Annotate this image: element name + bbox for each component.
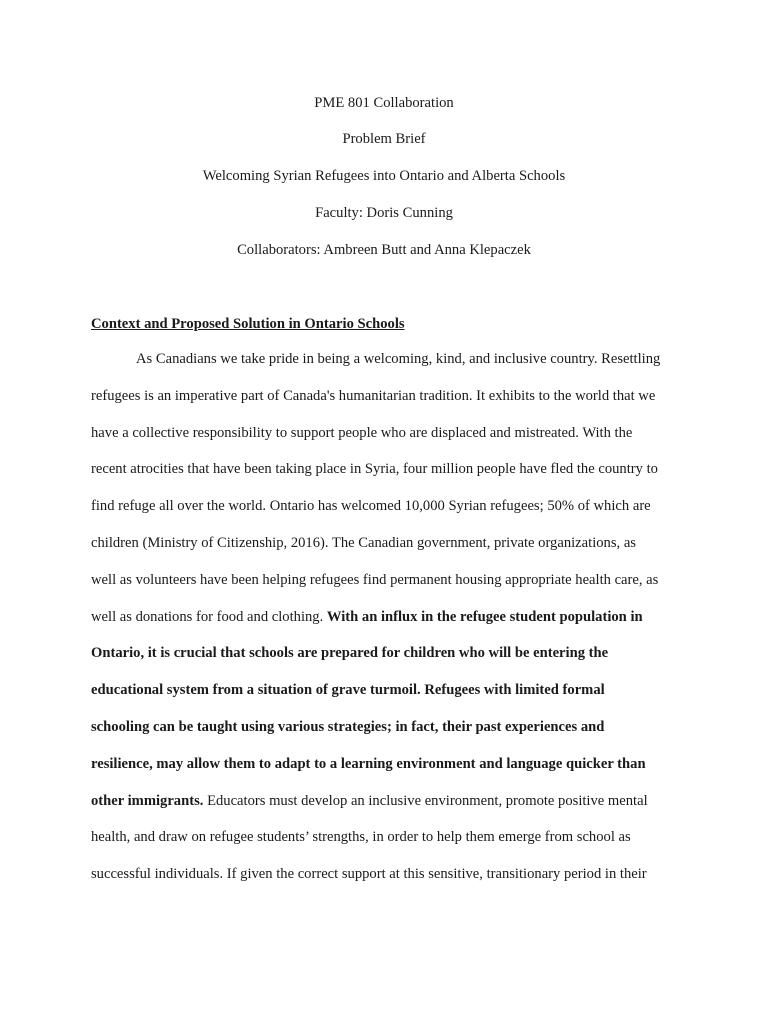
paragraph-line: [91, 603, 691, 640]
text-run: successful individuals. If given the correct support at this sensitive, transitionary period in their: [91, 866, 647, 883]
text-run: children (Ministry of Citizenship, 2016). The Canadian government, private organizations, as: [91, 534, 636, 551]
document-title: Welcoming Syrian Refugees into Ontario and Alberta Schools: [202, 168, 566, 184]
text-run: have a collective responsibility to support people who are displaced and mistreated. With the: [91, 424, 633, 441]
text-run: well as volunteers have been helping refugees find permanent housing appropriate health care, as: [91, 571, 659, 588]
document-type: Problem Brief: [342, 131, 426, 147]
paragraph-line: [91, 529, 691, 566]
bold-text-run: resilience, may allow them to adapt to a learning environment and language quicker than: [91, 755, 646, 772]
paragraph-line: [91, 492, 691, 529]
paragraph-line: [91, 455, 691, 492]
paragraph-line: [91, 345, 691, 382]
faculty-line: Faculty: Doris Cunning: [315, 205, 453, 221]
paragraph-line: [91, 787, 691, 824]
paragraph-line: [91, 713, 691, 750]
bold-text-run: other immigrants.: [91, 792, 204, 809]
paragraph-line: [91, 566, 691, 603]
text-run: As Canadians we take pride in being a welcoming, kind, and inclusive country. Resettling: [136, 351, 661, 367]
bold-text-run: With an influx in the refugee student population in: [326, 608, 643, 625]
text-run: health, and draw on refugee students’ strengths, in order to help them emerge from school as: [91, 829, 631, 846]
paragraph-line: [91, 860, 691, 897]
paragraph-line: [91, 419, 691, 456]
text-run: recent atrocities that have been taking place in Syria, four million people have fled the country to: [91, 461, 658, 478]
text-run: find refuge all over the world. Ontario has welcomed 10,000 Syrian refugees; 50% of which are: [91, 498, 651, 515]
section-body: [91, 345, 691, 897]
section-heading: Context and Proposed Solution in Ontario Schools: [91, 316, 405, 332]
bold-text-run: schooling can be taught using various strategies; in fact, their past experiences and: [91, 718, 605, 735]
paragraph-line: [91, 382, 691, 419]
text-run: refugees is an imperative part of Canada's humanitarian tradition. It exhibits to the world that we: [91, 387, 656, 404]
text-run: well as donations for food and clothing.: [91, 608, 327, 625]
paragraph-line: [91, 676, 691, 713]
paragraph-line: [91, 639, 691, 676]
paragraph-line: [91, 750, 691, 787]
paragraph-line: [91, 823, 691, 860]
course-title: PME 801 Collaboration: [314, 95, 454, 111]
text-run: Educators must develop an inclusive environment, promote positive mental: [203, 792, 648, 809]
bold-text-run: educational system from a situation of grave turmoil. Refugees with limited formal: [91, 682, 605, 699]
collaborators-line: Collaborators: Ambreen Butt and Anna Klepaczek: [237, 242, 531, 258]
bold-text-run: Ontario, it is crucial that schools are prepared for children who will be entering the: [91, 645, 609, 662]
